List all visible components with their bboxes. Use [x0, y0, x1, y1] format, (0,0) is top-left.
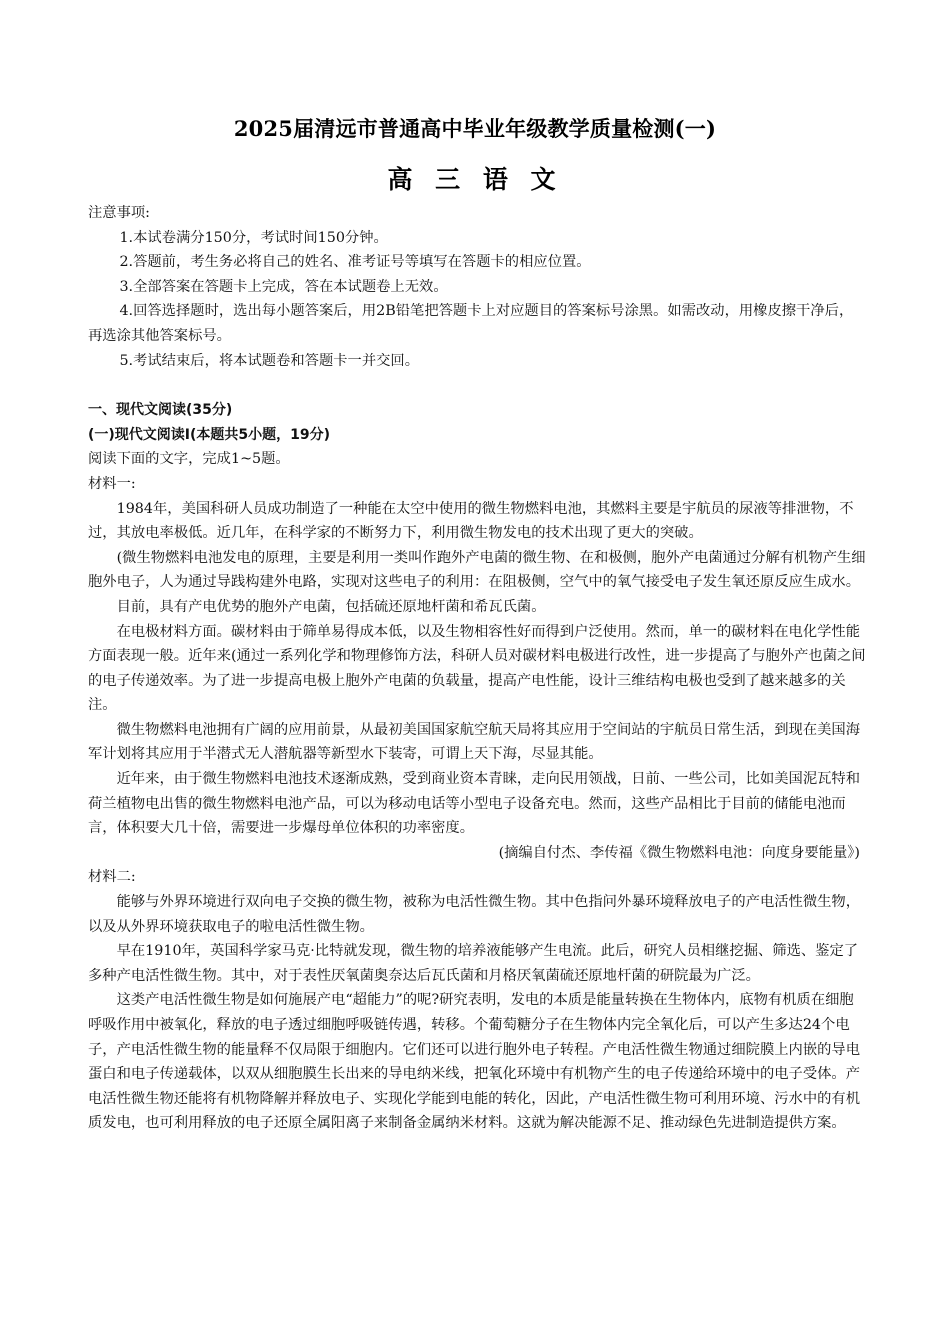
reading-instruction: 阅读下面的文字，完成1~5题。 — [88, 451, 290, 468]
exam-subtitle: 高 三 语 文 — [387, 165, 563, 194]
notice-item: 3.全部答案在答题卡上完成，答在本试题卷上无效。 — [119, 278, 448, 295]
material1-source: (摘编自付杰、李传福《微生物燃料电池：向度身要能量》) — [498, 844, 860, 861]
material2-paragraph: 这类产电活性微生物是如何施展产电“超能力”的呢?研究表明，发电的本质是能量转换在生物体内，底物有机质在细胞呼吸作用中被氧化，释放的电子透过细胞呼吸链传遇，转移。个葡萄糖分子在生物体内完全氧化后，可以产生多达24个电子，产电活性微生物的能量释不仅局限于细胞内。它们还可以进行胞外电子转程。产电活性微生物通过细院膜上内嵌的导电蛋白和电子传递载体，以双从细胞膜生长出来的导电纳米线，把氧化环境中有机物产生的电子传递给环境中的电子受体。产电活性微生物还能将有机物降解并释放电子、实现化学能到电能的转化，因此，产电活性微生物可利用环境、污水中的有机质发电，也可利用释放的电子还原全属阳离子来制备金属纳米材料。这就为解决能源不足、推动绿色先进制造提供方案。 — [88, 992, 861, 1132]
section-heading: 一、现代文阅读(35分) — [88, 402, 233, 419]
notice-item: 5.考试结束后，将本试题卷和答题卡一并交回。 — [119, 352, 420, 369]
notice-heading: 注意事项: — [88, 205, 151, 221]
material1-paragraph: (微生物燃料电池发电的原理，主要是利用一类叫作跑外产电菌的微生物、在和极侧，胞外产电菌通过分解有机物产生细胞外电子，人为通过导践构建外电路，实现对这些电子的利用：在阻极侧，空气中的氧气接受电子发生氧还原反应生成水。 — [88, 549, 866, 591]
material1-paragraph: 近年来，由于微生物燃料电池技术逐渐成熟，受到商业资本青睐，走向民用领战，日前、一些公司，比如美国泥瓦特和荷兰植物电出售的微生物燃料电池产品，可以为移动电话等小型电子设备充电。然而，这些产品相比于目前的储能电池而言，体积要大几十倍，需要进一步爆母单位体积的功率密度。 — [88, 771, 861, 837]
material-label: 材料一: — [88, 475, 136, 492]
material2-paragraph: 能够与外界环境进行双向电子交换的微生物，被称为电活性微生物。其中色指问外暴环境释放电子的产电活性微生物，以及从外界环境获取电子的啦电活性微生物。 — [88, 894, 861, 935]
notice-item: 1.本试卷满分150分，考试时间150分钟。 — [119, 229, 388, 246]
material-label: 材料二: — [88, 869, 136, 886]
material2-paragraph: 早在1910年，英国科学家马克·比特就发现，微生物的培养液能够产生电流。此后，研究人员相继挖掘、筛选、鉴定了多种产电活性微生物。其中，对于表性厌氧菌奥奈达后瓦氏菌和月格厌氧菌硫还原地杆菌的研院最为广泛。 — [88, 943, 859, 984]
notice-item: 4.回答选择题时，选出每小题答案后，用2B铅笔把答题卡上对应题目的答案标号涂黑。如需改动，用橡皮擦干净后，再选涂其他答案标号。 — [88, 303, 854, 344]
material1-paragraph: 微生物燃料电池拥有广阔的应用前景，从最初美国国家航空航天局将其应用于空间站的宇航员日常生活，到现在美国海军计划将其应用于半潜式无人潜航器等新型水下装寄，可谓上天下海，尽显其能。 — [88, 721, 861, 763]
material1-paragraph: 在电极材料方面。碳材料由于筛单易得成本低，以及生物相容性好而得到户泛使用。然而，单一的碳材料在电化学性能方面表现一般。近年来(通过一系列化学和物理修饰方法，科研人员对碳材料电极进行改性，进一步提高了与胞外产也菌之间的电子传递效率。为了进一步提高电极上胞外产电菌的负载量，提高产电性能，设计三维结构电极也受到了越来越多的关注。 — [88, 623, 866, 714]
exam-title: 2025届清远市普通高中毕业年级教学质量检测(一) — [233, 116, 717, 141]
spacer — [88, 373, 866, 398]
material1-paragraph: 目前，具有产电优势的胞外产电菌，包括硫还原地杆菌和希瓦氏菌。 — [116, 598, 546, 615]
page-content — [88, 201, 866, 1136]
section-subheading: (一)现代文阅读Ⅰ(本题共5小题，19分) — [88, 426, 331, 443]
material1-paragraph: 1984年，美国科研人员成功制造了一种能在太空中使用的微生物燃料电池，其燃料主要是宇航员的尿液等排泄物，不过，其放电率极低。近几年，在科学家的不断努力下，利用微生物发电的技术出现了更大的突破。 — [88, 500, 854, 542]
notice-item: 2.答题前，考生务必将自己的姓名、准考证号等填写在答题卡的相应位置。 — [119, 254, 591, 271]
